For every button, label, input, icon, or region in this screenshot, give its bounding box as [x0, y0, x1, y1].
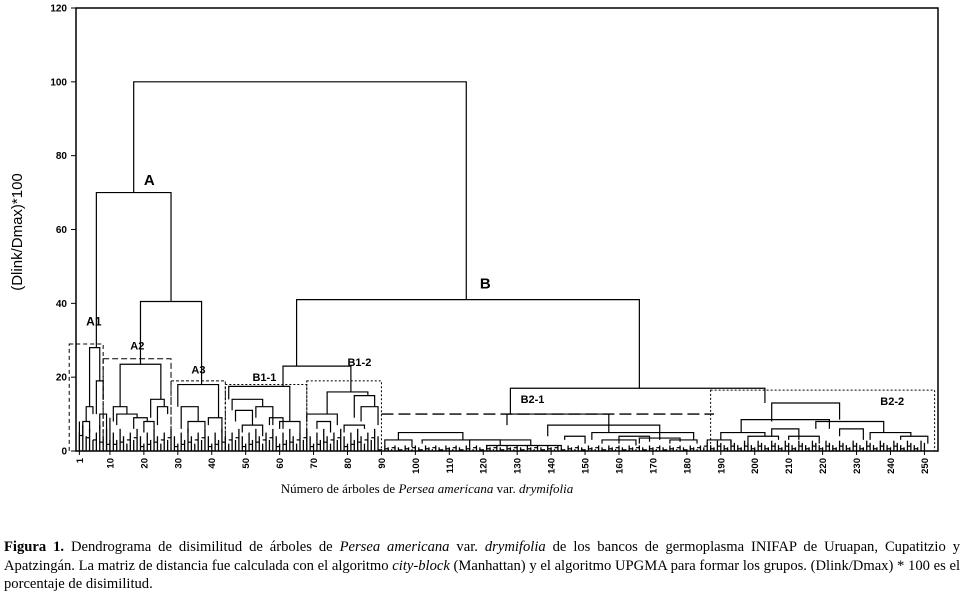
x-tick-label: 50 — [241, 458, 253, 469]
x-tick-label: 130 — [512, 458, 524, 474]
y-tick-label: 0 — [61, 446, 67, 458]
x-tick-label: 60 — [275, 458, 287, 469]
dendrogram-link — [789, 436, 820, 443]
x-tick-label: 80 — [342, 458, 354, 469]
x-tick-label: 180 — [682, 458, 694, 474]
dendrogram-link — [242, 425, 262, 436]
b1-link — [283, 366, 351, 392]
dendrogram-link — [344, 425, 364, 432]
x-axis-label-part1: Número de árboles de — [280, 481, 399, 496]
dendrogram-link — [208, 418, 222, 433]
caption-part1: Dendrograma de disimilitud de árboles de — [64, 539, 340, 555]
cluster-label: B1-2 — [347, 357, 372, 370]
a1-link — [90, 348, 100, 407]
cluster-label: A — [143, 172, 155, 190]
x-tick-label: 70 — [309, 458, 321, 469]
dendrogram-link — [86, 407, 93, 422]
dendrogram-link — [83, 421, 90, 436]
cluster-label: B1-1 — [252, 371, 277, 384]
x-axis — [75, 451, 931, 474]
dendrogram-link — [232, 399, 263, 410]
y-axis-label: (Dlink/Dmax)*100 — [9, 173, 26, 291]
x-tick-label: 170 — [648, 458, 660, 474]
y-tick-label: 80 — [55, 151, 67, 163]
x-tick-label: 30 — [173, 458, 185, 469]
caption-part2: var. — [449, 539, 485, 555]
x-tick-label: 200 — [750, 458, 762, 474]
dendrogram-link — [772, 429, 799, 440]
x-tick-label: 150 — [580, 458, 592, 474]
dendrogram-link — [307, 414, 338, 425]
root-link — [134, 82, 467, 300]
cluster-label: A3 — [191, 364, 206, 377]
dendrogram-link — [422, 440, 500, 446]
dendrogram-link — [565, 436, 585, 443]
dendrogram-link — [487, 445, 562, 447]
b2-2-link — [772, 403, 840, 421]
x-axis-label — [281, 481, 574, 496]
cluster-label: B — [479, 275, 491, 293]
y-tick-label: 120 — [50, 3, 67, 15]
y-axis — [50, 4, 76, 458]
caption-part4: (Manhattan) y el algoritmo UPGMA para formar los grupos. (Dlink/Dmax) * 100 es el porcentaje de disimilitud. — [4, 557, 960, 592]
x-tick-label: 20 — [139, 458, 151, 469]
x-tick-label: 120 — [478, 458, 490, 474]
x-tick-label: 240 — [885, 458, 897, 474]
x-tick-label: 190 — [716, 458, 728, 474]
x-tick-label: 230 — [852, 458, 864, 474]
caption-algorithm: city-block — [392, 557, 450, 574]
caption-part3: de los bancos de germoplasma INIFAP de Uruapan, Cupatitzio y Apatzingán. La matriz de distancia fue calculada con el algoritmo — [4, 539, 960, 574]
a2-link — [120, 364, 161, 406]
y-tick-label: 20 — [55, 372, 67, 384]
dendrogram-link — [269, 418, 283, 429]
x-tick-label: 10 — [105, 458, 117, 469]
a1-box — [69, 344, 103, 451]
dendrogram-tree — [79, 82, 927, 451]
figure-caption — [4, 538, 960, 594]
x-tick-label: 40 — [207, 458, 219, 469]
dendrogram-link — [181, 407, 198, 429]
b2-1-link — [507, 414, 609, 432]
x-tick-label: 110 — [444, 458, 456, 474]
b2-link — [510, 388, 765, 414]
cluster-label: A2 — [130, 340, 145, 353]
dendrogram-link — [901, 436, 928, 443]
x-tick-label: 160 — [614, 458, 626, 474]
x-tick-label: 210 — [784, 458, 796, 474]
dendrogram-link — [144, 421, 154, 432]
dendrogram-link — [236, 410, 253, 425]
dendrogram-link — [748, 436, 779, 443]
x-axis-label-species: Persea americana — [398, 481, 494, 496]
x-axis-label-variety: drymifolia — [519, 481, 574, 496]
dendrogram-link — [670, 440, 697, 444]
x-axis-label-part3: var. — [493, 481, 520, 496]
cluster-a-link — [96, 193, 171, 348]
x-tick-label: 220 — [818, 458, 830, 474]
x-tick-label: 1 — [74, 458, 86, 464]
x-tick-label: 250 — [919, 458, 931, 474]
cluster-b-link — [297, 300, 640, 389]
x-tick-label: 100 — [410, 458, 422, 474]
x-tick-label: 90 — [376, 458, 388, 469]
caption-label: Figura 1. — [4, 539, 65, 555]
dendrogram-link — [840, 429, 864, 440]
b1-1-link — [229, 386, 290, 421]
cluster-label: B2-2 — [880, 395, 905, 408]
dendrogram-link — [134, 418, 148, 429]
dendrogram-link — [157, 407, 167, 425]
caption-variety: drymifolia — [484, 539, 546, 555]
y-tick-label: 100 — [50, 77, 67, 89]
dendrogram-link — [96, 381, 103, 414]
y-tick-label: 60 — [55, 225, 67, 236]
cluster-boxes — [69, 344, 934, 451]
caption-species: Persea americana — [339, 539, 450, 555]
dendrogram-link — [816, 421, 884, 432]
dendrogram-link — [385, 440, 412, 447]
cluster-labels — [86, 172, 904, 408]
x-tick-label: 140 — [546, 458, 558, 474]
dendrogram-link — [361, 407, 378, 425]
cluster-label: A1 — [86, 314, 102, 329]
dendrogram-link — [398, 433, 462, 440]
y-tick-label: 40 — [55, 298, 67, 310]
cluster-label: B2-1 — [520, 394, 545, 407]
dendrogram-link — [188, 421, 205, 432]
dendrogram-link — [256, 407, 273, 425]
